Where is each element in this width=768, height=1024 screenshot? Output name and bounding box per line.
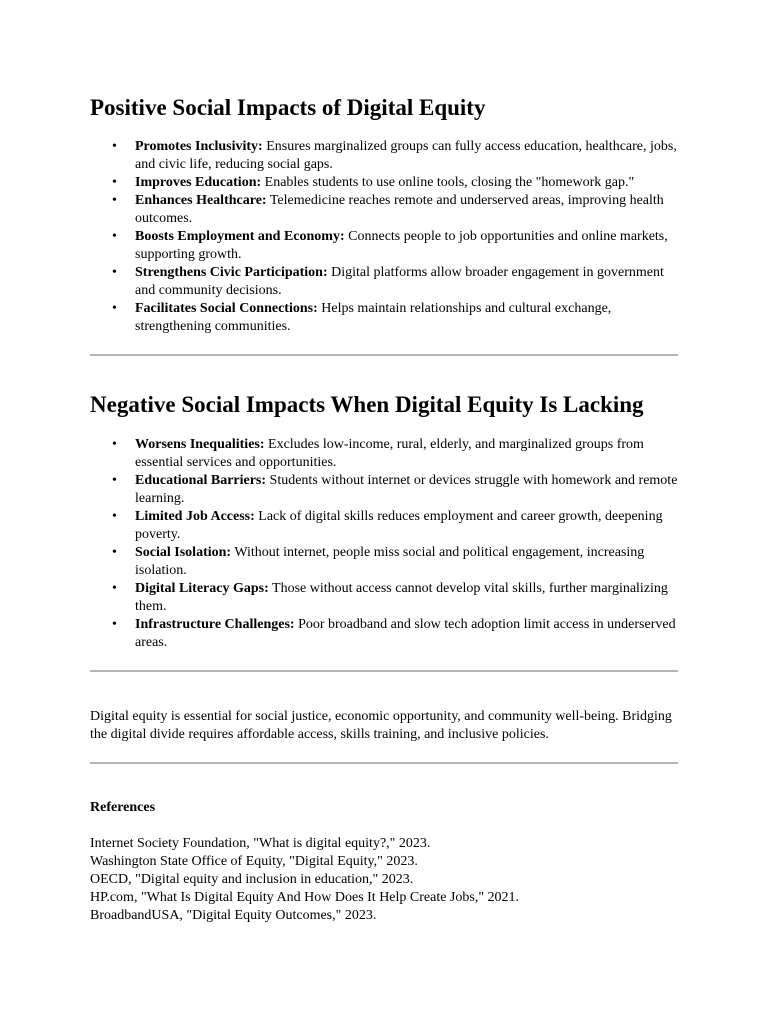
item-text: Those without access cannot develop vital skills, further marginalizing them.	[135, 581, 668, 614]
list-item	[90, 616, 678, 652]
item-term: Improves Education:	[135, 175, 262, 190]
list-item	[90, 174, 678, 192]
item-term: Enhances Healthcare:	[135, 193, 267, 208]
list-item	[90, 192, 678, 228]
item-term: Worsens Inequalities:	[135, 437, 265, 452]
positive-list	[90, 138, 678, 336]
list-item	[90, 508, 678, 544]
item-term: Digital Literacy Gaps:	[135, 581, 269, 596]
item-text: Enables students to use online tools, closing the "homework gap."	[261, 175, 635, 190]
item-text: Ensures marginalized groups can fully access education, healthcare, jobs, and civic life, reducing social gaps.	[135, 139, 677, 172]
item-text: Poor broadband and slow tech adoption limit access in underserved areas.	[135, 617, 676, 650]
reference-item: Washington State Office of Equity, "Digital Equity," 2023.	[90, 854, 418, 869]
item-term: Strengthens Civic Participation:	[135, 265, 328, 280]
item-term: Social Isolation:	[135, 545, 232, 560]
item-text: Students without internet or devices struggle with homework and remote learning.	[135, 473, 678, 506]
item-text: Lack of digital skills reduces employment and career growth, deepening poverty.	[135, 509, 663, 542]
negative-heading: Negative Social Impacts When Digital Equity Is Lacking	[90, 392, 644, 417]
item-text: Without internet, people miss social and political engagement, increasing isolation.	[135, 545, 645, 578]
list-item	[90, 580, 678, 616]
section-divider	[90, 670, 678, 672]
list-item	[90, 264, 678, 300]
list-item	[90, 436, 678, 472]
section-divider	[90, 762, 678, 764]
list-item	[90, 544, 678, 580]
item-term: Boosts Employment and Economy:	[135, 229, 345, 244]
reference-item: HP.com, "What Is Digital Equity And How Does It Help Create Jobs," 2021.	[90, 890, 520, 905]
list-item	[90, 472, 678, 508]
reference-item: BroadbandUSA, "Digital Equity Outcomes," 2023.	[90, 908, 377, 923]
references-list	[90, 835, 678, 925]
list-item	[90, 138, 678, 174]
item-term: Educational Barriers:	[135, 473, 267, 488]
item-text: Digital platforms allow broader engagement in government and community decisions.	[135, 265, 664, 298]
item-text: Connects people to job opportunities and online markets, supporting growth.	[135, 229, 668, 262]
item-term: Limited Job Access:	[135, 509, 255, 524]
closing-paragraph: Digital equity is essential for social justice, economic opportunity, and community well-being. Bridging the digital divide requires affordable access, skills training, and inclusive policies.	[90, 709, 672, 742]
list-item	[90, 228, 678, 264]
references-title: References	[90, 800, 156, 815]
item-text: Telemedicine reaches remote and underserved areas, improving health outcomes.	[135, 193, 664, 226]
item-text: Helps maintain relationships and cultural exchange, strengthening communities.	[135, 301, 612, 334]
reference-item: OECD, "Digital equity and inclusion in education," 2023.	[90, 872, 414, 887]
item-term: Promotes Inclusivity:	[135, 139, 263, 154]
positive-heading: Positive Social Impacts of Digital Equity	[90, 95, 486, 120]
item-term: Facilitates Social Connections:	[135, 301, 318, 316]
item-term: Infrastructure Challenges:	[135, 617, 295, 632]
negative-list	[90, 436, 678, 652]
item-text: Excludes low-income, rural, elderly, and marginalized groups from essential services and opportunities.	[135, 437, 644, 470]
list-item	[90, 300, 678, 336]
reference-item: Internet Society Foundation, "What is digital equity?," 2023.	[90, 836, 431, 851]
